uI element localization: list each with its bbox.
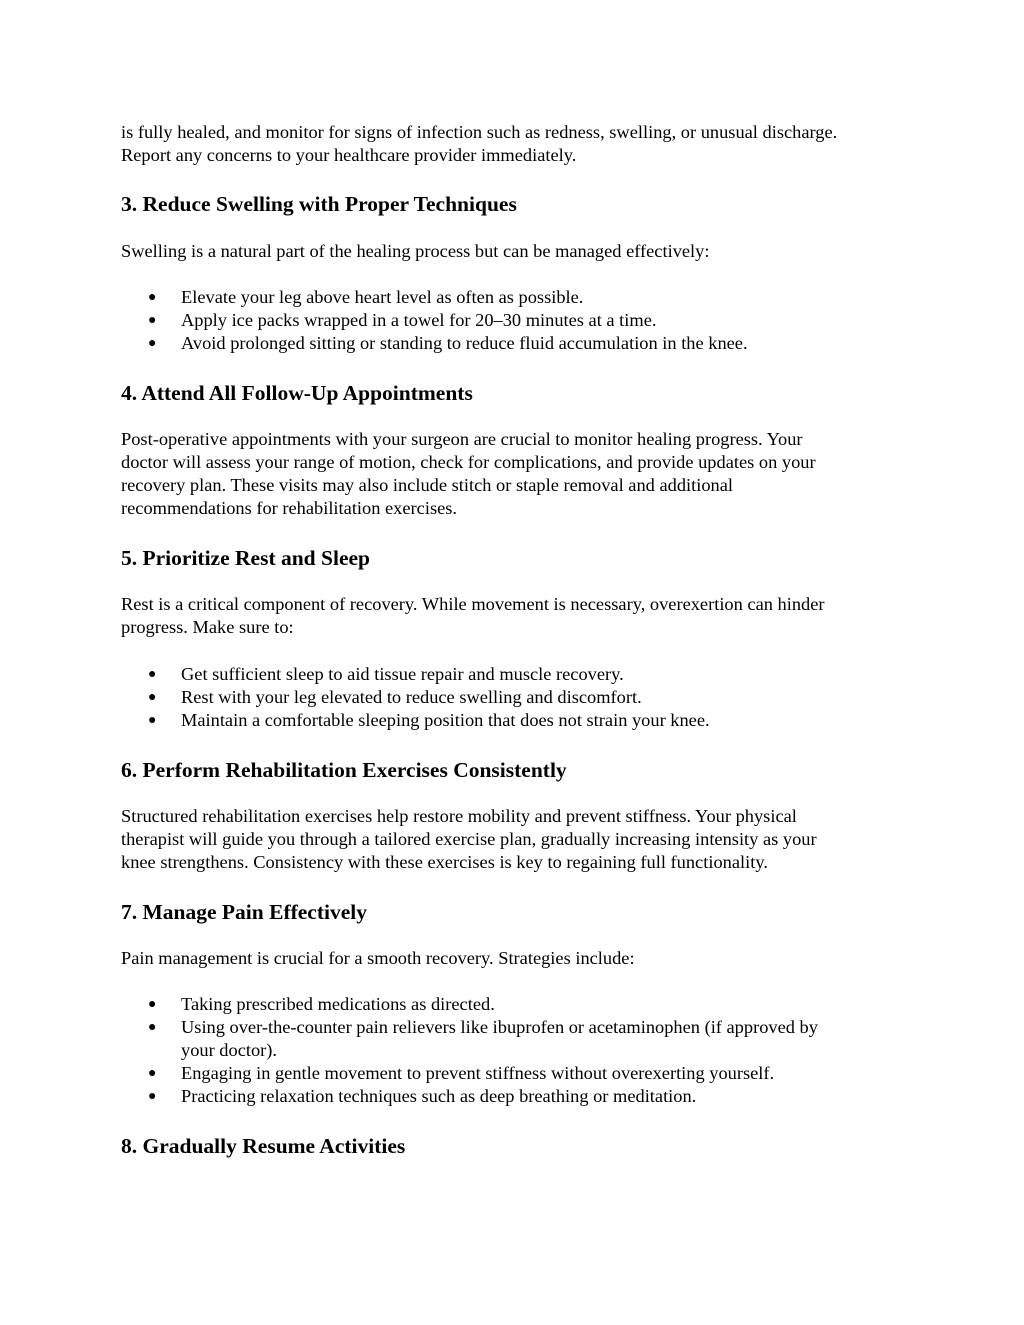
text-line: Elevate your leg above heart level as often as possible. [181,287,584,307]
bullet-icon: ● [148,997,157,1012]
list-item [0,993,1024,1016]
text-line: Apply ice packs wrapped in a towel for 20–30 minutes at a time. [181,310,657,330]
text-line: recovery plan. These visits may also include stitch or staple removal and additional [121,475,734,495]
text-line: doctor will assess your range of motion, check for complications, and provide updates on your [121,452,816,472]
list-item [0,709,1024,732]
bullet-icon: ● [148,713,157,728]
text-line: Swelling is a natural part of the healing process but can be managed effectively: [121,241,710,261]
bullet-icon: ● [148,336,157,351]
text-line: Avoid prolonged sitting or standing to reduce fluid accumulation in the knee. [181,333,748,353]
list-item [0,686,1024,709]
section-3-heading: 3. Reduce Swelling with Proper Techniques [121,192,517,216]
bullet-icon: ● [148,1089,157,1104]
section-7-bullet-list [0,993,1024,1108]
section-7-heading: 7. Manage Pain Effectively [121,900,368,924]
list-item [0,1016,1024,1062]
text-line: progress. Make sure to: [121,617,294,637]
text-line: Practicing relaxation techniques such as deep breathing or meditation. [181,1086,697,1106]
text-line: Pain management is crucial for a smooth recovery. Strategies include: [121,948,635,968]
section-4-heading: 4. Attend All Follow-Up Appointments [121,381,473,405]
section-5-bullet-list [0,663,1024,732]
list-item [0,663,1024,686]
bullet-icon: ● [148,313,157,328]
intro-paragraph [121,121,921,167]
text-line: is fully healed, and monitor for signs of infection such as redness, swelling, or unusual discharge. [121,122,838,142]
text-line: Structured rehabilitation exercises help restore mobility and prevent stiffness. Your physical [121,806,797,826]
list-item [0,1085,1024,1108]
text-line: Rest with your leg elevated to reduce swelling and discomfort. [181,687,642,707]
section-3-paragraph [121,240,921,263]
text-line: Maintain a comfortable sleeping position that does not strain your knee. [181,710,710,730]
section-4-paragraph [121,428,921,520]
list-item [0,1062,1024,1085]
section-5-paragraph [121,593,921,639]
section-7-paragraph [121,947,921,970]
bullet-icon: ● [148,667,157,682]
list-item [0,286,1024,309]
text-line: recommendations for rehabilitation exercises. [121,498,458,518]
text-line: Report any concerns to your healthcare provider immediately. [121,145,577,165]
bullet-icon: ● [148,1066,157,1081]
bullet-icon: ● [148,1020,157,1035]
text-line: knee strengthens. Consistency with these exercises is key to regaining full functionality. [121,852,768,872]
text-line: Using over-the-counter pain relievers like ibuprofen or acetaminophen (if approved by [181,1017,818,1037]
text-line: Rest is a critical component of recovery. While movement is necessary, overexertion can hinder [121,594,825,614]
text-line: Taking prescribed medications as directed. [181,994,495,1014]
section-3-bullet-list [0,286,1024,355]
bullet-icon: ● [148,690,157,705]
text-line: Engaging in gentle movement to prevent stiffness without overexerting yourself. [181,1063,775,1083]
section-6-paragraph [121,805,921,874]
section-6-heading: 6. Perform Rehabilitation Exercises Consistently [121,758,567,782]
list-item [0,309,1024,332]
list-item [0,332,1024,355]
bullet-icon: ● [148,290,157,305]
text-line: Get sufficient sleep to aid tissue repair and muscle recovery. [181,664,624,684]
section-5-heading: 5. Prioritize Rest and Sleep [121,546,370,570]
section-8-heading: 8. Gradually Resume Activities [121,1134,406,1158]
text-line: therapist will guide you through a tailored exercise plan, gradually increasing intensity as your [121,829,817,849]
text-line: your doctor). [181,1040,278,1060]
text-line: Post-operative appointments with your surgeon are crucial to monitor healing progress. Your [121,429,803,449]
